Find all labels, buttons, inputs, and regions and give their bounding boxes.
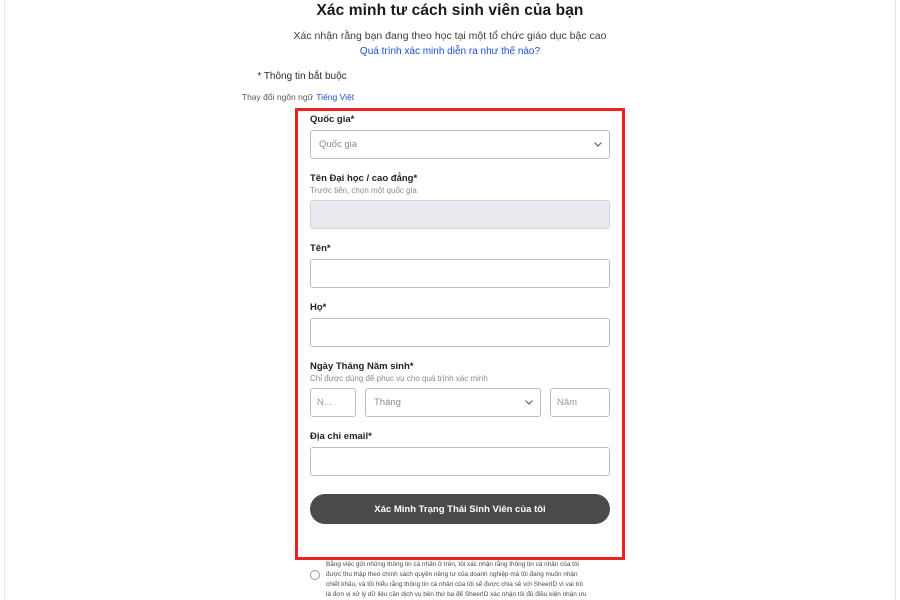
page-subtitle: Xác nhận rằng bạn đang theo học tại một tổ chức giáo dục bậc cao <box>293 30 607 42</box>
field-first-name <box>310 243 610 288</box>
field-last-name <box>310 302 610 347</box>
first-name-input[interactable] <box>310 259 610 288</box>
country-label: Quốc gia* <box>310 114 355 125</box>
dob-label: Ngày Tháng Năm sinh* <box>310 361 414 372</box>
verification-help-link[interactable]: Quá trình xác minh diễn ra như thế nào? <box>359 46 541 57</box>
field-country <box>310 114 610 159</box>
school-label: Tên Đại học / cao đẳng* <box>310 173 418 184</box>
header-section <box>0 0 900 102</box>
country-select[interactable] <box>310 130 610 159</box>
field-email <box>310 431 610 476</box>
email-label: Địa chỉ email* <box>310 431 372 442</box>
dob-year-input[interactable] <box>550 388 610 417</box>
email-input[interactable] <box>310 447 610 476</box>
consent-line-4: là đơn vị xử lý dữ liệu cần dịch vụ bên thứ ba để SheerID xác nhận tôi đủ điều kiện nhận ưu <box>326 590 587 598</box>
consent-section <box>310 560 610 600</box>
field-date-of-birth <box>310 361 610 417</box>
last-name-input[interactable] <box>310 318 610 347</box>
school-input[interactable] <box>310 200 610 229</box>
last-name-label: Họ* <box>310 302 327 313</box>
consent-text <box>326 560 586 600</box>
dob-day-input[interactable] <box>310 388 356 417</box>
school-hint: Trước tiên, chọn một quốc gia <box>310 186 417 195</box>
dob-hint: Chỉ được dùng để phục vụ cho quá trình xác minh <box>310 374 488 383</box>
consent-line-2: được thu thập theo chính sách quyền riêng tư của doanh nghiệp mà tôi đang muốn nhận <box>326 570 578 578</box>
field-school <box>310 173 610 229</box>
student-verification-form <box>310 114 610 524</box>
required-fields-note: * Thông tin bắt buộc <box>257 71 347 82</box>
consent-line-1: Bằng việc gửi những thông tin cá nhân ở trên, tôi xác nhận rằng thông tin cá nhân của tôi <box>326 561 579 568</box>
submit-verification-button[interactable]: Xác Minh Trạng Thái Sinh Viên của tôi <box>310 494 610 524</box>
consent-line-3: chiết khấu, và tôi hiểu rằng thông tin cá nhân của tôi sẽ được chia sẻ với SheerID vì vai trò <box>326 580 584 588</box>
language-switch-label: Thay đổi ngôn ngữ <box>241 92 314 102</box>
dob-month-select[interactable] <box>365 388 541 417</box>
language-switch-link[interactable]: Tiếng Việt <box>316 92 355 102</box>
first-name-label: Tên* <box>310 243 331 254</box>
consent-radio[interactable] <box>310 570 320 580</box>
page-title: Xác minh tư cách sinh viên của bạn <box>316 2 584 19</box>
language-switch-row <box>242 92 354 102</box>
